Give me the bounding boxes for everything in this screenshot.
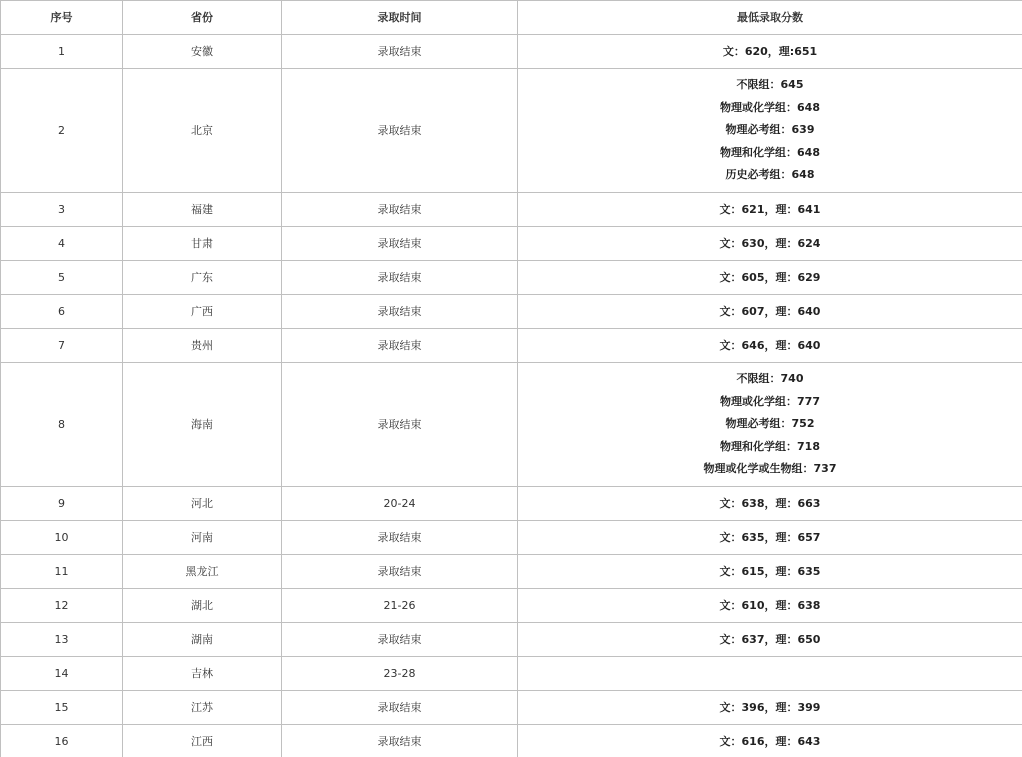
score-line: 不限组：740 [736, 372, 804, 386]
row-min-score [518, 725, 1022, 757]
row-min-score [518, 295, 1022, 329]
row-province: 河北 [123, 487, 282, 521]
row-admission-time: 23-28 [282, 657, 518, 691]
row-province: 江苏 [123, 691, 282, 725]
row-index: 13 [1, 623, 123, 657]
header-index: 序号 [1, 1, 123, 35]
score-line: 文：630，理：624 [719, 236, 821, 250]
row-index: 15 [1, 691, 123, 725]
row-admission-time: 录取结束 [282, 691, 518, 725]
row-admission-time: 录取结束 [282, 725, 518, 757]
row-province: 广东 [123, 261, 282, 295]
row-min-score [518, 623, 1022, 657]
row-min-score [518, 521, 1022, 555]
table-row [1, 261, 1022, 295]
table-row [1, 487, 1022, 521]
score-line: 物理和化学组：718 [720, 439, 820, 453]
row-admission-time: 录取结束 [282, 261, 518, 295]
row-index: 1 [1, 35, 123, 69]
table-row [1, 521, 1022, 555]
table-row [1, 691, 1022, 725]
row-admission-time: 录取结束 [282, 363, 518, 487]
row-province: 海南 [123, 363, 282, 487]
table-body [1, 35, 1022, 757]
row-province: 甘肃 [123, 227, 282, 261]
row-province: 安徽 [123, 35, 282, 69]
row-min-score [518, 35, 1022, 69]
row-index: 3 [1, 193, 123, 227]
row-min-score [518, 69, 1022, 193]
row-min-score [518, 657, 1022, 691]
row-index: 5 [1, 261, 123, 295]
header-province: 省份 [123, 1, 282, 35]
score-line: 物理和化学组：648 [720, 145, 820, 159]
row-index: 9 [1, 487, 123, 521]
score-line: 文：635，理：657 [719, 530, 821, 544]
score-line: 文：621，理：641 [719, 202, 821, 216]
score-line: 文：607，理：640 [719, 304, 821, 318]
score-line: 文：646，理：640 [719, 338, 821, 352]
row-admission-time: 录取结束 [282, 329, 518, 363]
table-row [1, 35, 1022, 69]
row-province: 广西 [123, 295, 282, 329]
row-province: 江西 [123, 725, 282, 757]
table-row [1, 193, 1022, 227]
score-line: 不限组：645 [736, 78, 804, 92]
score-line: 物理必考组：752 [725, 417, 815, 431]
table-row [1, 657, 1022, 691]
row-min-score [518, 261, 1022, 295]
row-province: 湖南 [123, 623, 282, 657]
score-line: 文：616，理：643 [719, 734, 821, 748]
score-line: 物理必考组：639 [725, 123, 815, 137]
row-index: 16 [1, 725, 123, 757]
row-province: 湖北 [123, 589, 282, 623]
row-province: 贵州 [123, 329, 282, 363]
header-admission-time: 录取时间 [282, 1, 518, 35]
header-min-score: 最低录取分数 [518, 1, 1022, 35]
score-line: 物理或化学或生物组：737 [703, 462, 837, 476]
row-admission-time: 录取结束 [282, 35, 518, 69]
row-admission-time: 录取结束 [282, 69, 518, 193]
score-line: 文：615，理：635 [719, 564, 821, 578]
row-index: 2 [1, 69, 123, 193]
row-index: 6 [1, 295, 123, 329]
row-admission-time: 20-24 [282, 487, 518, 521]
score-line: 历史必考组：648 [725, 168, 815, 182]
row-province: 河南 [123, 521, 282, 555]
row-min-score [518, 487, 1022, 521]
row-index: 7 [1, 329, 123, 363]
table-row [1, 725, 1022, 757]
score-line: 文：396，理：399 [719, 700, 821, 714]
table-row [1, 329, 1022, 363]
row-min-score [518, 193, 1022, 227]
score-line: 物理或化学组：648 [720, 100, 820, 114]
row-index: 8 [1, 363, 123, 487]
score-line: 文：638，理：663 [719, 496, 821, 510]
table-header-row [1, 1, 1022, 35]
row-admission-time: 录取结束 [282, 193, 518, 227]
row-index: 4 [1, 227, 123, 261]
score-line: 文：605，理：629 [719, 270, 821, 284]
row-admission-time: 录取结束 [282, 623, 518, 657]
row-index: 11 [1, 555, 123, 589]
row-admission-time: 录取结束 [282, 295, 518, 329]
row-min-score [518, 363, 1022, 487]
row-province: 吉林 [123, 657, 282, 691]
row-min-score [518, 329, 1022, 363]
table-row [1, 555, 1022, 589]
table-row [1, 623, 1022, 657]
row-province: 福建 [123, 193, 282, 227]
row-index: 14 [1, 657, 123, 691]
table-row [1, 363, 1022, 487]
score-line: 文：620，理:651 [722, 44, 818, 58]
row-province: 黑龙江 [123, 555, 282, 589]
row-min-score [518, 589, 1022, 623]
row-min-score [518, 691, 1022, 725]
row-province: 北京 [123, 69, 282, 193]
row-index: 10 [1, 521, 123, 555]
table-row [1, 227, 1022, 261]
table-row [1, 589, 1022, 623]
row-min-score [518, 555, 1022, 589]
row-index: 12 [1, 589, 123, 623]
table-row [1, 295, 1022, 329]
table-row [1, 69, 1022, 193]
row-admission-time: 录取结束 [282, 555, 518, 589]
row-admission-time: 录取结束 [282, 521, 518, 555]
score-line: 文：610，理：638 [719, 598, 821, 612]
row-admission-time: 21-26 [282, 589, 518, 623]
row-min-score [518, 227, 1022, 261]
score-line: 文：637，理：650 [719, 632, 821, 646]
row-admission-time: 录取结束 [282, 227, 518, 261]
score-line: 物理或化学组：777 [720, 394, 820, 408]
